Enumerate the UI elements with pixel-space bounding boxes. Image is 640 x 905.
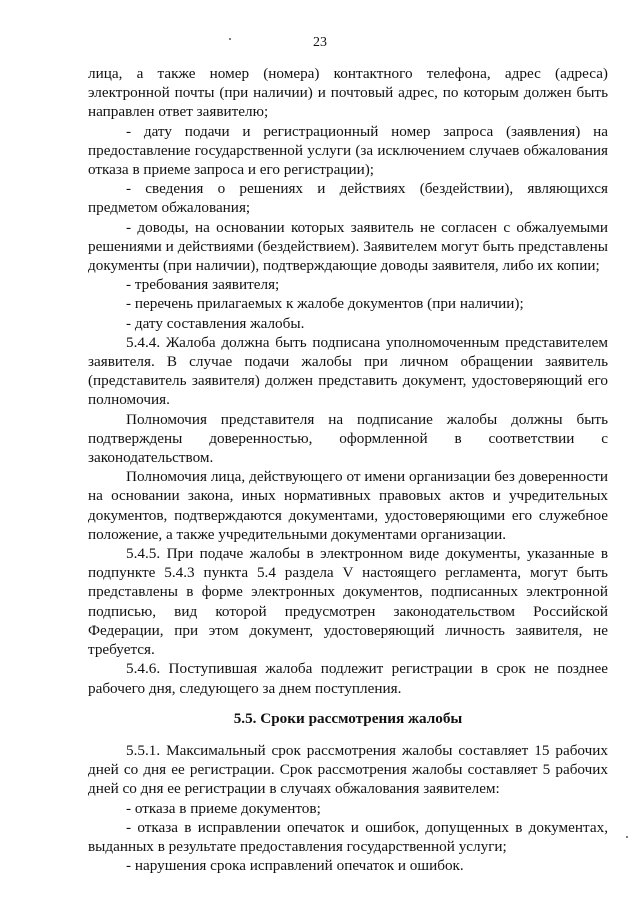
list-item-submission-date: - дату подачи и регистрационный номер запроса (заявления) на предоставление государственной услуги (за исключением случаев обжалования отказа в приеме запроса и его регистрации);	[88, 122, 608, 179]
list-item-decisions: - сведения о решениях и действиях (бездействии), являющихся предметом обжалования;	[88, 180, 608, 217]
list-item-date: - дату составления жалобы.	[126, 314, 305, 332]
list-item-arguments: - доводы, на основании которых заявитель не согласен с обжалуемыми решениями и действиями (бездействием). Заявителем могут быть представлены документы (при наличии), подтверждающие доводы заявителя, либо их копии;	[88, 218, 608, 275]
list-item-refusal: - отказа в приеме документов;	[126, 799, 321, 817]
list-item-attachments: - перечень прилагаемых к жалобе документов (при наличии);	[126, 295, 524, 313]
paragraph-representative-authority: Полномочия представителя на подписание жалобы должны быть подтверждены доверенностью, оформленной в соответствии с законодательством.	[88, 410, 608, 467]
paragraph-organization-authority: Полномочия лица, действующего от имени организации без доверенности на основании закона, иных нормативных правовых актов и учредительных документов, подтверждаются документами, удостоверяющими его служебное положение, а также учредительными документами организации.	[88, 468, 608, 543]
page-number: 23	[313, 35, 327, 50]
list-item-deadline-violation: - нарушения срока исправлений опечаток и ошибок.	[126, 857, 464, 875]
scan-speck	[626, 836, 628, 838]
list-item-requirements: - требования заявителя;	[126, 276, 280, 294]
paragraph-5-5-1: 5.5.1. Максимальный срок рассмотрения жалобы составляет 15 рабочих дней со дня ее регистрации. Срок рассмотрения жалобы составляет 5 рабочих дней со дня ее регистрации в случаях обжалования заявителем:	[88, 741, 608, 798]
paragraph-5-4-6: 5.4.6. Поступившая жалоба подлежит регистрации в срок не позднее рабочего дня, следующего за днем поступления.	[88, 660, 608, 697]
paragraph-5-4-5: 5.4.5. При подаче жалобы в электронном виде документы, указанные в подпункте 5.4.3 пункта 5.4 раздела V настоящего регламента, могут быть представлены в форме электронных документов, подписанных электронной подписью, вид которой предусмотрен законодательством Российской Федерации, при этом документ, удостоверяющий личность заявителя, не требуется.	[88, 545, 608, 659]
section-heading: 5.5. Сроки рассмотрения жалобы	[233, 709, 463, 727]
list-item-correction-refusal: - отказа в исправлении опечаток и ошибок, допущенных в документах, выданных в результате предоставления государственной услуги;	[88, 818, 608, 855]
paragraph-contact-info: лица, а также номер (номера) контактного телефона, адрес (адреса) электронной почты (при наличии) и почтовый адрес, по которым должен быть направлен ответ заявителю;	[88, 65, 608, 121]
paragraph-5-4-4: 5.4.4. Жалоба должна быть подписана уполномоченным представителем заявителя. В случае подачи жалобы при личном обращении заявитель (представитель заявителя) должен представить документ, удостоверяющий его полномочия.	[88, 333, 608, 409]
document-body	[88, 64, 608, 875]
